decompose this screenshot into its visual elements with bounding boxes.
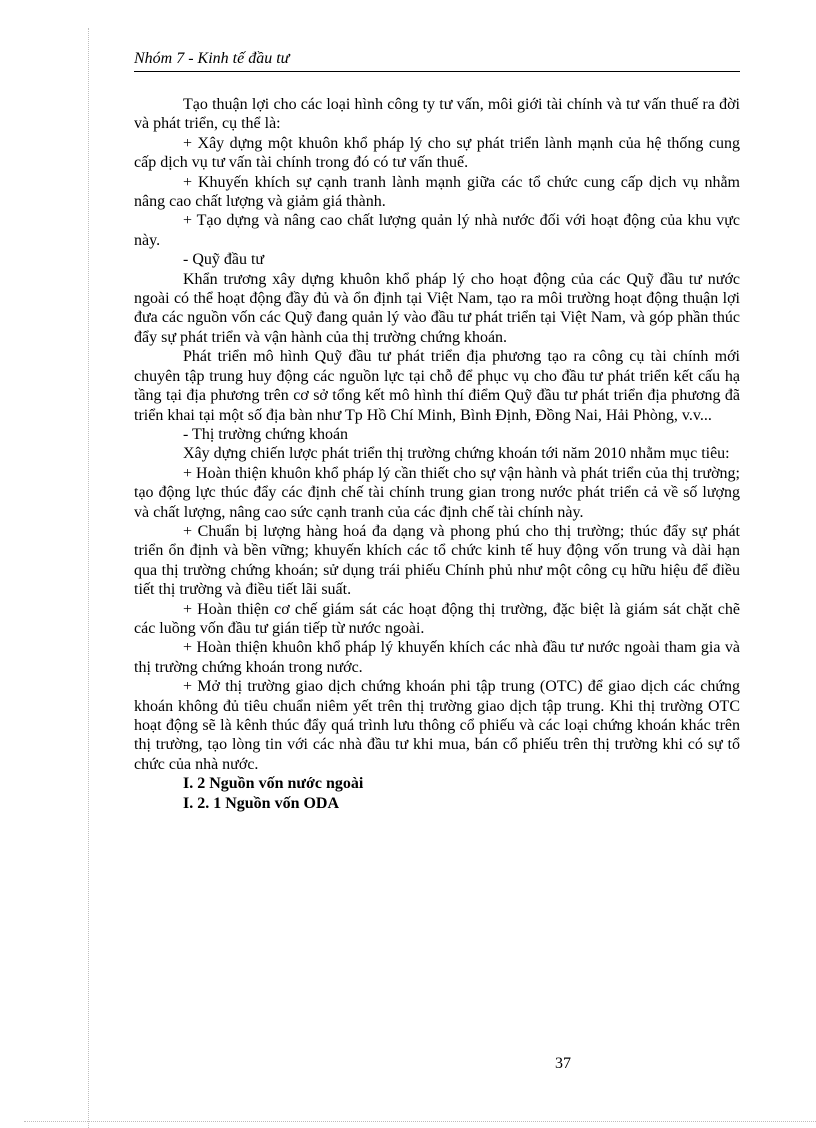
paragraph: + Xây dựng một khuôn khổ pháp lý cho sự phát triển lành mạnh của hệ thống cung cấp dịch vụ tư vấn tài chính trong đó có tư vấn thuế. [134, 134, 740, 172]
subsection-heading: I. 2. 1 Nguồn vốn ODA [183, 794, 340, 812]
page-header [134, 49, 740, 72]
page-bottom-border [24, 1121, 816, 1122]
paragraph: + Khuyến khích sự cạnh tranh lành mạnh giữa các tổ chức cung cấp dịch vụ nhằm nâng cao chất lượng và giảm giá thành. [134, 173, 740, 211]
paragraph: Khẩn trương xây dựng khuôn khổ pháp lý cho hoạt động của các Quỹ đầu tư nước ngoài có thể hoạt động đầy đủ và ổn định tại Việt Nam, tạo ra môi trường hoạt động thuận lợi đưa các nguồn vốn các Quỹ đang quản lý vào đầu tư phát triển tại Việt Nam, và góp phần thúc đẩy sự phát triển và vận hành của thị trường chứng khoán. [134, 270, 740, 346]
body-text [134, 95, 740, 813]
paragraph: + Hoàn thiện khuôn khổ pháp lý cần thiết cho sự vận hành và phát triển của thị trường; tạo động lực thúc đẩy các định chế tài chính trung gian trong nước phát triển cả về số lượng và chất lượng, nâng cao sức cạnh tranh của các định chế tài chính này. [134, 464, 740, 521]
paragraph: Phát triển mô hình Quỹ đầu tư phát triển địa phương tạo ra công cụ tài chính mới chuyên tập trung huy động các nguồn lực tại chỗ để phục vụ cho đầu tư phát triển kết cấu hạ tầng tại địa phương trên cơ sở tổng kết mô hình thí điểm Quỹ đầu tư phát triển địa phương đã triển khai tại một số địa bàn như Tp Hồ Chí Minh, Bình Định, Đồng Nai, Hải Phòng, v.v... [134, 348, 740, 424]
paragraph: + Hoàn thiện cơ chế giám sát các hoạt động thị trường, đặc biệt là giám sát chặt chẽ các luồng vốn đầu tư gián tiếp từ nước ngoài. [134, 600, 740, 637]
header-title: Nhóm 7 - Kinh tế đầu tư [134, 50, 290, 67]
section-heading: I. 2 Nguồn vốn nước ngoài [183, 775, 364, 793]
paragraph: - Thị trường chứng khoán [183, 425, 349, 443]
paragraph: Xây dựng chiến lược phát triển thị trường chứng khoán tới năm 2010 nhằm mục tiêu: [183, 445, 730, 463]
paragraph: Tạo thuận lợi cho các loại hình công ty tư vấn, môi giới tài chính và tư vấn thuế ra đời và phát triển, cụ thể là: [134, 96, 740, 133]
paragraph: - Quỹ đầu tư [183, 251, 265, 269]
paragraph: + Tạo dựng và nâng cao chất lượng quản lý nhà nước đối với hoạt động của khu vực này. [134, 212, 740, 249]
paragraph: + Hoàn thiện khuôn khổ pháp lý khuyến khích các nhà đầu tư nước ngoài tham gia và thị trường chứng khoán trong nước. [134, 639, 740, 676]
page-number: 37 [555, 1055, 571, 1072]
page-left-border [88, 28, 89, 1128]
paragraph: + Chuẩn bị lượng hàng hoá đa dạng và phong phú cho thị trường; thúc đẩy sự phát triển ổn định và bền vững; khuyến khích các tổ chức kinh tế huy động vốn trung và dài hạn qua thị trường chứng khoán; sử dụng trái phiếu Chính phủ như một công cụ hữu hiệu để điều tiết thị trường và điều tiết lãi suất. [134, 522, 740, 599]
paragraph: + Mở thị trường giao dịch chứng khoán phi tập trung (OTC) để giao dịch các chứng khoán không đủ tiêu chuẩn niêm yết trên thị trường giao dịch tập trung. Khi thị trường OTC hoạt động sẽ là kênh thúc đẩy quá trình lưu thông cổ phiếu và các loại chứng khoán khác trên thị trường, tạo lòng tin với các nhà đầu tư khi mua, bán cổ phiếu trên thị trường khi có sự tổ chức của nhà nước. [134, 678, 740, 773]
